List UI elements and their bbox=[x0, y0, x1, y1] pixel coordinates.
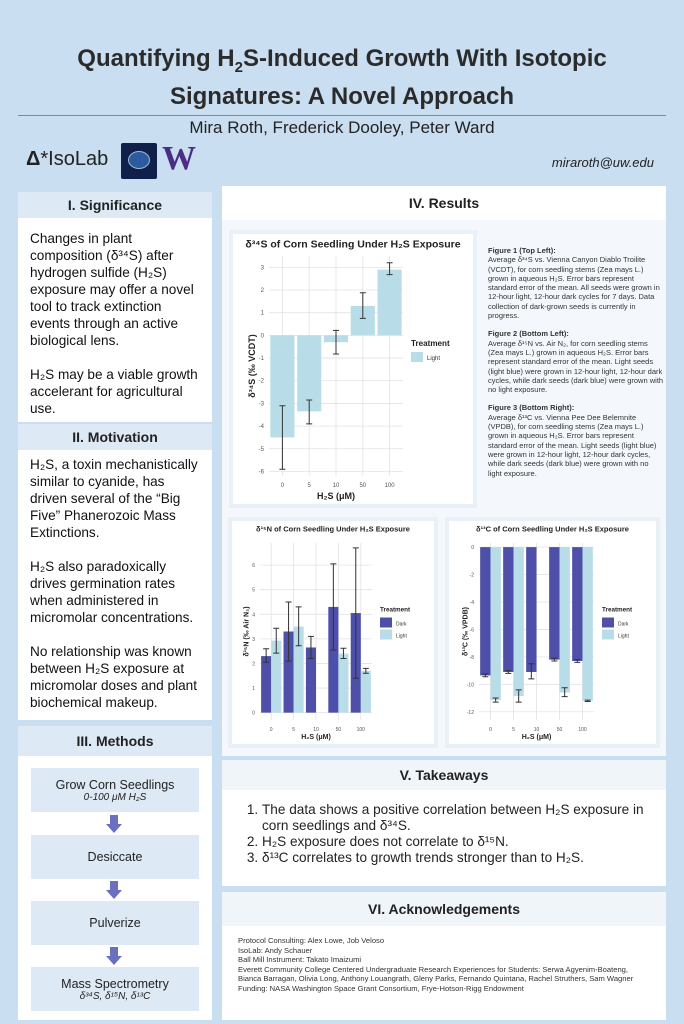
section-heading: II. Motivation bbox=[18, 424, 212, 450]
step-sub: δ³⁴S, δ¹⁵N, δ¹³C bbox=[79, 990, 151, 1002]
y-tick-label: -10 bbox=[466, 682, 474, 689]
legend-swatch bbox=[602, 630, 614, 640]
arrow-down-icon bbox=[106, 947, 122, 965]
legend-title: Treatment bbox=[380, 606, 411, 614]
y-axis-label: δ³⁴S (‰ VCDT) bbox=[247, 334, 258, 398]
x-tick-label: 5 bbox=[512, 727, 515, 733]
bar bbox=[583, 547, 593, 701]
bar bbox=[549, 547, 559, 660]
y-tick-label: 1 bbox=[260, 310, 264, 317]
y-tick-label: -4 bbox=[469, 600, 474, 606]
bar bbox=[491, 547, 501, 700]
title-part: Quantifying H bbox=[77, 45, 235, 72]
chart-figure-3 bbox=[445, 517, 660, 748]
y-tick-label: -6 bbox=[258, 469, 264, 476]
bar bbox=[560, 547, 570, 692]
caption-text: Average δ¹⁵N vs. Air N₂, for corn seedling stems (Zea mays L.) grown in aqueous H₂S. Error bars represent standard error of the mean. Light seeds (light blue) were grown in 12-hour light, 12-hour dark cycles, while dark seeds (dark blue) were grown with no light exposure. bbox=[488, 338, 664, 395]
section-heading: IV. Results bbox=[222, 186, 666, 220]
x-axis-label: H₂S (μM) bbox=[521, 734, 552, 741]
ack-line: Protocol Consulting: Alex Lowe, Job Veloso bbox=[238, 936, 385, 945]
chart-figure-2 bbox=[228, 517, 438, 748]
x-tick-label: 10 bbox=[533, 727, 540, 733]
y-tick-label: 0 bbox=[260, 333, 264, 340]
x-tick-label: 0 bbox=[489, 727, 492, 733]
step-label: Pulverize bbox=[89, 916, 141, 930]
isolab-logo: Δ*IsoLab bbox=[26, 148, 109, 170]
y-tick-label: 1 bbox=[252, 686, 255, 693]
significance-section bbox=[18, 192, 212, 422]
y-tick-label: 3 bbox=[252, 636, 255, 643]
y-tick-label: -6 bbox=[469, 627, 474, 634]
ack-line: Funding: NASA Washington Space Grant Consortium, Frye-Hotson-Rigg Endowment bbox=[238, 983, 524, 993]
figure-captions bbox=[488, 246, 664, 487]
x-tick-label: 10 bbox=[313, 727, 319, 733]
arrow-down-icon bbox=[106, 815, 122, 833]
nasa-space-grant-logo bbox=[121, 143, 157, 179]
takeaway-item: 3. δ¹³C correlates to growth trends stronger than to H₂S. bbox=[262, 850, 666, 866]
legend-swatch bbox=[380, 618, 392, 628]
bar bbox=[261, 656, 271, 713]
y-tick-label: 2 bbox=[260, 288, 264, 295]
section-heading: III. Methods bbox=[18, 726, 212, 756]
legend-swatch bbox=[411, 352, 423, 362]
acknowledgements-section bbox=[222, 892, 666, 1020]
y-tick-label: -2 bbox=[469, 572, 474, 579]
section-heading: VI. Acknowledgements bbox=[222, 892, 666, 926]
x-tick-label: 50 bbox=[359, 483, 367, 489]
x-tick-label: 50 bbox=[556, 727, 563, 733]
chart-svg bbox=[233, 234, 473, 504]
y-tick-label: -2 bbox=[258, 378, 264, 385]
title-line2: Signatures: A Novel Approach bbox=[169, 82, 515, 110]
bar bbox=[338, 654, 348, 713]
legend-label: Dark bbox=[618, 621, 629, 628]
paragraph: Changes in plant composition (δ³⁴S) after hydrogen sulfide (H₂S) exposure may offer a novel tool to track extinction events through an active biological lens. bbox=[30, 231, 194, 348]
bar bbox=[361, 671, 371, 713]
paragraph: H₂S, a toxin mechanistically similar to cyanide, has driven several of the “Big Five” Phanerozoic Mass Extinctions. bbox=[30, 457, 198, 540]
caption-title: Figure 3 (Bottom Right): bbox=[488, 403, 575, 413]
motivation-section bbox=[18, 424, 212, 720]
x-tick-label: 5 bbox=[307, 483, 311, 489]
y-tick-label: -3 bbox=[258, 401, 264, 408]
chart-svg bbox=[449, 521, 656, 744]
paragraph: H₂S also paradoxically drives germination rates when administered in micromolar concentrations. bbox=[30, 559, 194, 625]
x-axis-label: H₂S (μM) bbox=[301, 734, 331, 741]
y-axis-label: δ¹³C (‰ VPDB) bbox=[462, 607, 470, 656]
bar bbox=[503, 547, 513, 672]
authors: Mira Roth, Frederick Dooley, Peter Ward bbox=[189, 118, 495, 137]
title-part: S-Induced Growth With Isotopic bbox=[242, 45, 607, 72]
chart-svg bbox=[232, 521, 434, 744]
chart-title: δ¹³C of Corn Seedling Under H₂S Exposure bbox=[476, 524, 629, 534]
chart-title: δ¹⁵N of Corn Seedling Under H₂S Exposure bbox=[256, 524, 410, 534]
legend-label: Light bbox=[396, 633, 407, 640]
chart-figure-1 bbox=[229, 230, 477, 508]
step-label: Desiccate bbox=[87, 850, 143, 864]
caption-text: Average δ¹³C vs. Vienna Pee Dee Belemnite (VPDB), for corn seedling stems (Zea mays L.) grown in aqueous H₂S. Error bars represent standard error of the mean. Light seeds (light blue) were grown in 12-hour light, 12-hour dark cycles, while dark seeds (dark blue) were grown with no light exposure. bbox=[488, 412, 657, 478]
legend-swatch bbox=[380, 630, 392, 640]
paragraph: H₂S may be a viable growth accelerant for agricultural use. bbox=[30, 367, 198, 416]
method-step bbox=[31, 835, 199, 879]
section-heading: V. Takeaways bbox=[222, 760, 666, 790]
chart-title: δ³⁴S of Corn Seedling Under H₂S Exposure bbox=[245, 238, 461, 251]
caption-title: Figure 2 (Bottom Left): bbox=[488, 329, 569, 339]
y-tick-label: -1 bbox=[258, 356, 264, 363]
uw-logo: W bbox=[162, 140, 196, 177]
x-tick-label: 0 bbox=[269, 727, 273, 733]
y-tick-label: 3 bbox=[260, 265, 264, 272]
x-tick-label: 5 bbox=[292, 727, 295, 733]
legend-swatch bbox=[602, 618, 614, 628]
caption-title: Figure 1 (Top Left): bbox=[488, 246, 556, 255]
method-step bbox=[31, 967, 199, 1011]
x-tick-label: 100 bbox=[384, 483, 395, 489]
divider bbox=[18, 115, 666, 116]
y-tick-label: -8 bbox=[469, 654, 474, 661]
y-tick-label: 4 bbox=[252, 612, 255, 619]
y-axis-label: δ¹⁵N (‰ Air N₂) bbox=[243, 606, 251, 657]
poster-title bbox=[20, 44, 664, 111]
y-tick-label: 6 bbox=[252, 563, 255, 570]
method-step bbox=[31, 901, 199, 945]
y-tick-label: -12 bbox=[466, 709, 474, 716]
x-axis-label: H₂S (μM) bbox=[317, 491, 355, 501]
bar bbox=[572, 547, 582, 661]
legend-label: Light bbox=[427, 356, 441, 362]
section-heading: I. Significance bbox=[18, 192, 212, 218]
y-tick-label: 5 bbox=[252, 587, 255, 594]
bar bbox=[526, 547, 536, 672]
legend-label: Light bbox=[618, 633, 629, 640]
legend-label: Dark bbox=[396, 621, 407, 628]
y-tick-label: -5 bbox=[258, 446, 264, 453]
x-tick-label: 50 bbox=[335, 727, 342, 733]
ack-line: Everett Community College Centered Undergraduate Research Experiences for Students: Serwa Agyenim-Boateng, Bianca Barragan, Olivia Long, Anthony Louangrath, Gleny Parks, Fernando Quintana, Rachel Struthers, Sam Wagner bbox=[238, 964, 634, 984]
ack-line: Ball Mill Instrument: Takato Imaizumi bbox=[238, 955, 362, 965]
x-tick-label: 100 bbox=[578, 727, 587, 733]
x-tick-label: 10 bbox=[332, 483, 340, 489]
legend-title: Treatment bbox=[411, 339, 450, 348]
y-tick-label: 0 bbox=[471, 545, 474, 552]
ack-line: IsoLab: Andy Schauer bbox=[238, 945, 313, 955]
arrow-down-icon bbox=[106, 881, 122, 899]
bar bbox=[480, 547, 490, 675]
takeaway-item: 2. H₂S exposure does not correlate to δ¹⁵N. bbox=[262, 834, 666, 850]
step-label: Grow Corn Seedlings bbox=[55, 777, 175, 792]
takeaways-section bbox=[222, 760, 666, 886]
x-tick-label: 0 bbox=[280, 483, 285, 489]
takeaway-item: 1. The data shows a positive correlation between H₂S exposure in corn seedlings and δ³⁴S. bbox=[262, 802, 666, 834]
bar bbox=[514, 547, 524, 696]
y-tick-label: 0 bbox=[252, 710, 255, 717]
paragraph: No relationship was known between H₂S exposure at micromolar doses and plant biochemical makeup. bbox=[30, 644, 197, 710]
title-sub: 2 bbox=[234, 58, 243, 76]
method-step bbox=[31, 768, 199, 812]
y-tick-label: 2 bbox=[252, 661, 255, 668]
bar bbox=[378, 270, 402, 336]
email[interactable]: miraroth@uw.edu bbox=[551, 155, 654, 170]
step-label: Mass Spectrometry bbox=[61, 976, 169, 991]
error-bar bbox=[551, 658, 557, 661]
legend-title: Treatment bbox=[602, 606, 633, 614]
x-tick-label: 100 bbox=[356, 727, 365, 733]
y-tick-label: -4 bbox=[258, 424, 264, 431]
caption-text: Average δ³⁴S vs. Vienna Canyon Diablo Troilite (VCDT), for corn seedling stems (Zea mays L.) grown in aqueous H₂S. Error bars represent standard error of the mean. All seeds were grown in 12-hour light, 12-hour dark cycles for 7 days. Data collection of dark-grown seeds is currently in progress. bbox=[488, 255, 660, 321]
step-sub: 0-100 μM H₂S bbox=[83, 791, 147, 803]
